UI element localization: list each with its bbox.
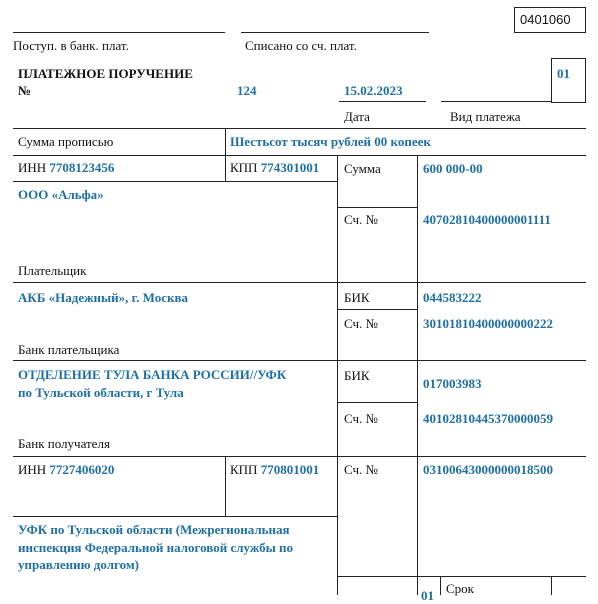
payee-bank-name-line1: ОТДЕЛЕНИЕ ТУЛА БАНКА РОССИИ//УФК: [18, 367, 287, 382]
payee-kpp-label: КПП: [230, 462, 258, 477]
partial-code: 01: [421, 588, 434, 603]
payee-bank-account-label: Сч. №: [344, 411, 378, 426]
amount-words-divider: [225, 128, 226, 155]
payee-bank-bik-label: БИК: [344, 368, 370, 383]
payer-bank-name: АКБ «Надежный», г. Москва: [18, 290, 188, 305]
payee-kpp: [230, 462, 319, 478]
payer-inn-label: ИНН: [18, 160, 47, 175]
sum-bottom: [337, 207, 417, 208]
payer-kpp-label: КПП: [230, 160, 258, 175]
status-code: 01: [557, 66, 570, 81]
payee-inn: [18, 462, 114, 478]
payment-type-label: Вид платежа: [450, 109, 521, 124]
payer-inn-bottom: [13, 181, 337, 182]
payer-bank-bik-value: 044583222: [423, 290, 482, 305]
sum-label: Сумма: [344, 161, 381, 176]
payee-kpp-value: 770801001: [260, 462, 320, 477]
debited-line: [241, 32, 429, 33]
payee-bank-bottom: [13, 456, 586, 457]
payee-name-line1: УФК по Тульской области (Межрегиональная: [18, 522, 290, 537]
form-code: 0401060: [520, 12, 571, 27]
payer-account-value: 40702810400000001111: [423, 212, 551, 227]
payee-account-label: Сч. №: [344, 462, 378, 477]
payer-inn-kpp-divider: [225, 155, 226, 181]
label-column-divider: [417, 155, 418, 595]
amount-words-value: Шестьсот тысяч рублей 00 копеек: [230, 134, 431, 149]
payer-inn-value: 7708123456: [49, 160, 115, 175]
left-column-divider: [337, 155, 338, 595]
payer-kpp-value: 774301001: [260, 160, 320, 175]
payee-bank-account-value: 40102810445370000059: [423, 411, 553, 426]
received-label: Поступ. в банк. плат.: [13, 38, 129, 53]
term-label: Срок: [446, 581, 474, 596]
payer-bottom: [13, 282, 586, 283]
table-top-line: [13, 128, 586, 129]
payee-bank-bik-bottom: [337, 402, 417, 403]
amount-words-bottom: [13, 155, 586, 156]
date-label: Дата: [344, 109, 370, 124]
payee-name-top: [13, 516, 337, 517]
bottom-row-top: [337, 576, 586, 577]
payee-inn-value: 7727406020: [49, 462, 115, 477]
document-number: 124: [237, 83, 257, 98]
payer-label: Плательщик: [18, 263, 87, 278]
date-underline: [339, 101, 426, 102]
payer-bank-bik-label: БИК: [344, 290, 370, 305]
sum-value: 600 000-00: [423, 161, 483, 176]
payee-name-line2: инспекция Федеральной налоговой службы по: [18, 540, 293, 555]
debited-label: Списано со сч. плат.: [245, 38, 357, 53]
payee-bank-bik-value: 017003983: [423, 376, 482, 391]
payee-bank-name-line2: по Тульской области, г Тула: [18, 385, 184, 400]
payee-inn-kpp-divider: [225, 456, 226, 516]
payee-inn-label: ИНН: [18, 462, 47, 477]
payment-type-underline: [441, 101, 551, 102]
amount-words-label: Сумма прописью: [18, 134, 114, 149]
payer-bank-bottom: [13, 360, 586, 361]
payer-bank-bik-bottom: [337, 309, 417, 310]
payer-bank-label: Банк плательщика: [18, 342, 120, 357]
payer-bank-account-label: Сч. №: [344, 316, 378, 331]
document-date: 15.02.2023: [344, 83, 403, 98]
document-title: ПЛАТЕЖНОЕ ПОРУЧЕНИЕ: [18, 66, 193, 81]
payer-name: ООО «Альфа»: [18, 187, 104, 202]
payer-inn: [18, 160, 114, 176]
payee-bank-label: Банк получателя: [18, 436, 110, 451]
payer-account-label: Сч. №: [344, 212, 378, 227]
received-line: [13, 32, 225, 33]
bottom-term-divider: [551, 576, 552, 595]
bottom-code-divider: [440, 576, 441, 595]
payer-bank-account-value: 30101810400000000222: [423, 316, 553, 331]
payee-name-line3: управлению долгом): [18, 557, 140, 572]
payee-account-value: 03100643000000018500: [423, 462, 553, 477]
payer-kpp: [230, 160, 319, 176]
number-sign: №: [18, 83, 32, 98]
